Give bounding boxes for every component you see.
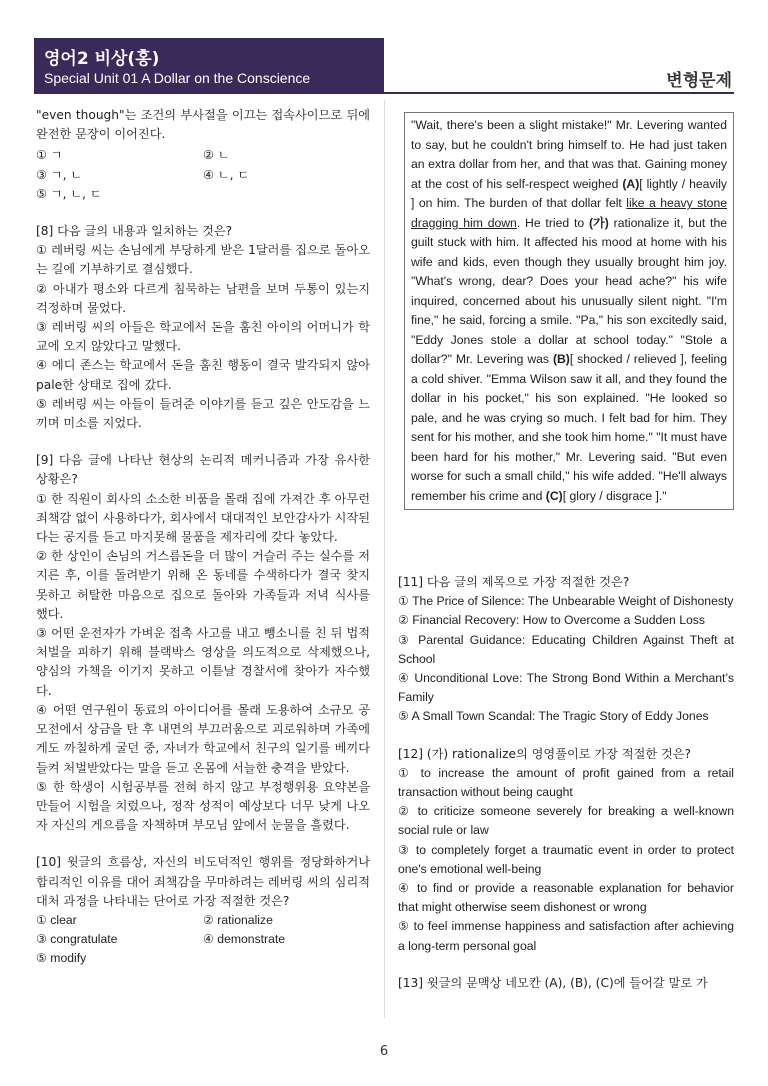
passage-part-5: [ shocked / relieved ], feeling a cold shiver. "Emma Wilson saw it all, and they found the dollar in his pocket," his son explained. "He looked so pale, and he was crying so much. I felt bad for him. They sent for his mother, and she took him home." "It must have been hard for his mother," Mr. Levering said. "But even worse for such a small child," his wife added. "He'll always remember his crime and <box>411 352 727 503</box>
q12-option-5: ⑤ to feel immense happiness and satisfaction after achieving a long-term personal goal <box>398 919 734 953</box>
passage-part-2: [ lightly / heavily ] on him. The burden of that dollar felt <box>411 176 728 210</box>
q10-option-4: ④ demonstrate <box>203 932 286 947</box>
q10-option-3: ③ congratulate <box>36 932 118 947</box>
passage-part-3: . He tried to <box>516 215 589 230</box>
q11-option-5: ⑤ A Small Town Scandal: The Tragic Story of Eddy Jones <box>398 709 709 724</box>
q7-option-5: ⑤ ㄱ, ㄴ, ㄷ <box>36 186 102 201</box>
underlined-phrase: like a heavy stone dragging him down <box>411 196 728 230</box>
q12-option-3: ③ to completely forget a traumatic event in order to protect one's emotional well-being <box>398 842 734 876</box>
q9-option-3: ③ 어떤 운전자가 가벼운 접촉 사고를 내고 뺑소니를 친 뒤 법적 처벌을 피하기 위해 블랙박스 영상을 의도적으로 삭제했으나, 양심의 가책을 이기지 못하고 이튿날 경찰서에 찾아가 자수했다. <box>36 626 370 698</box>
q11-option-2: ② Financial Recovery: How to Overcome a Sudden Loss <box>398 613 705 628</box>
q7-option-1: ① ㄱ <box>36 148 63 163</box>
q9-option-5: ⑤ 한 학생이 시험공부를 전혀 하지 않고 부정행위용 요약본을 만들어 시험을 치렀으나, 정작 성적이 예상보다 너무 낮게 나오자 자신의 게으름을 자책하며 부모님 앞에서 눈물을 흘렸다. <box>36 779 370 833</box>
header-bar <box>34 38 384 92</box>
q11-question: [11] 다음 글의 제목으로 가장 적절한 것은? <box>398 575 630 589</box>
q11-option-3: ③ Parental Guidance: Educating Children Against Theft at School <box>398 632 734 666</box>
right-column <box>398 573 734 993</box>
left-column <box>36 106 370 969</box>
q10-question: [10] 윗글의 흐름상, 자신의 비도덕적인 행위를 정당화하거나 합리적인 이유를 대어 죄책감을 무마하려는 레버링 씨의 심리적 대처 과정을 나타내는 단어로 가장 적절한 것은? <box>36 855 370 908</box>
q12-option-1: ① to increase the amount of profit gained from a retail transaction without being caught <box>398 765 734 800</box>
passage-part-1: "Wait, there's been a slight mistake!" Mr. Levering wanted to say, but he couldn't bring himself to. He had just taken an extra dollar from her, and that was that. Gaining money at the cost of his self-respect weighed <box>411 118 727 191</box>
q9-option-1: ① 한 직원이 회사의 소소한 비품을 몰래 집에 가져간 후 아무런 죄책감 없이 사용하다가, 회사에서 대대적인 보안감사가 시작된다는 공지를 듣고 마지못해 물품을 제자리에 갖다 놓았다. <box>36 491 370 545</box>
q12-question: [12] (가) rationalize의 영영풀이로 가장 적절한 것은? <box>398 746 692 761</box>
q9-question: [9] 다음 글에 나타난 현상의 논리적 메커니즘과 가장 유사한 상황은? <box>36 453 370 487</box>
column-divider <box>384 100 385 1018</box>
intro-text: "even though"는 조건의 부사절을 이끄는 접속사이므로 뒤에 완전한 문장이 이어진다. <box>36 108 370 142</box>
q8-option-5: ⑤ 레버링 씨는 아들이 들려준 이야기를 듣고 깊은 안도감을 느끼며 미소를 지었다. <box>36 396 370 431</box>
q10-option-1: ① clear <box>36 912 77 927</box>
q10-option-5: ⑤ modify <box>36 951 87 966</box>
header-subtitle: Special Unit 01 A Dollar on the Conscience <box>44 70 311 86</box>
q8-option-2: ② 아내가 평소와 다르게 침묵하는 남편을 보며 두통이 있는지 걱정하며 물었다. <box>36 281 370 315</box>
q7-options <box>36 146 370 204</box>
q8-option-1: ① 레버링 씨는 손님에게 부당하게 받은 1달러를 집으로 돌아오는 길에 기부하기로 결심했다. <box>36 243 370 277</box>
section-tag: 변형문제 <box>666 71 732 91</box>
label-c: (C) <box>545 488 563 503</box>
q10-options <box>36 911 370 969</box>
label-ga: (가) <box>588 215 609 230</box>
q7-option-3: ③ ㄱ, ㄴ <box>36 167 83 182</box>
q9-option-2: ② 한 상인이 손님의 거스름돈을 더 많이 거슬러 주는 실수를 저지른 후, 이를 돌려받기 위해 온 동네를 수색하다가 결국 찾지 못하고 허탈한 마음으로 집으로 돌아와 가족들과 저녁 식사를 했다. <box>36 549 370 621</box>
label-a: (A) <box>622 176 640 191</box>
q11-option-4: ④ Unconditional Love: The Strong Bond Within a Merchant’s Family <box>398 671 734 705</box>
header-rule <box>34 92 734 94</box>
header-title: 영어2 비상(홍) <box>44 49 160 69</box>
q8-option-3: ③ 레버링 씨의 아들은 학교에서 돈을 훔친 아이의 어머니가 학교에 오지 않았다고 말했다. <box>36 320 370 354</box>
q8-question: [8] 다음 글의 내용과 일치하는 것은? <box>36 224 233 239</box>
passage-box <box>404 112 734 510</box>
q13-question: [13] 윗글의 문맥상 네모칸 (A), (B), (C)에 들어갈 말로 가 <box>398 975 708 990</box>
q12-option-2: ② to criticize someone severely for breaking a well-known social rule or law <box>398 804 734 838</box>
page-number: 6 <box>379 1044 389 1059</box>
q8-option-4: ④ 에디 존스는 학교에서 돈을 훔친 행동이 결국 발각되지 않아 pale한 상태로 집에 갔다. <box>36 358 370 392</box>
q7-option-2: ② ㄴ <box>203 148 230 163</box>
passage-part-4: rationalize it, but the guilt stuck with him. It affected his mood at home with his wife and kids, even though they usually brought him joy. "What's wrong, dear? Does your head ache?" his wife inquired, concerned about his unusually silent night. "I'm fine," he said, forcing a smile. "Pa," his son excitedly said, "Eddy Jones stole a dollar at school today." "Stole a dollar?" Mr. Levering was <box>411 215 727 366</box>
q7-option-4: ④ ㄴ, ㄷ <box>203 167 250 182</box>
q11-option-1: ① The Price of Silence: The Unbearable Weight of Dishonesty <box>398 594 734 609</box>
passage-part-6: [ glory / disgrace ]." <box>562 488 667 503</box>
q9-option-4: ④ 어떤 연구원이 동료의 아이디어를 몰래 도용하여 소규모 공모전에서 상금을 탄 후 내면의 부끄러움으로 괴로워하며 가족에게도 까칠하게 굴던 중, 자녀가 학교에서 친구의 일기를 베끼다 들켜 처벌받았다는 말을 듣고 온몸에 서늘한 충격을 받았다. <box>36 702 370 775</box>
q12-option-4: ④ to find or provide a reasonable explanation for behavior that might otherwise seem dishonest or wrong <box>398 881 734 915</box>
label-b: (B) <box>552 352 570 366</box>
q10-option-2: ② rationalize <box>203 912 273 927</box>
